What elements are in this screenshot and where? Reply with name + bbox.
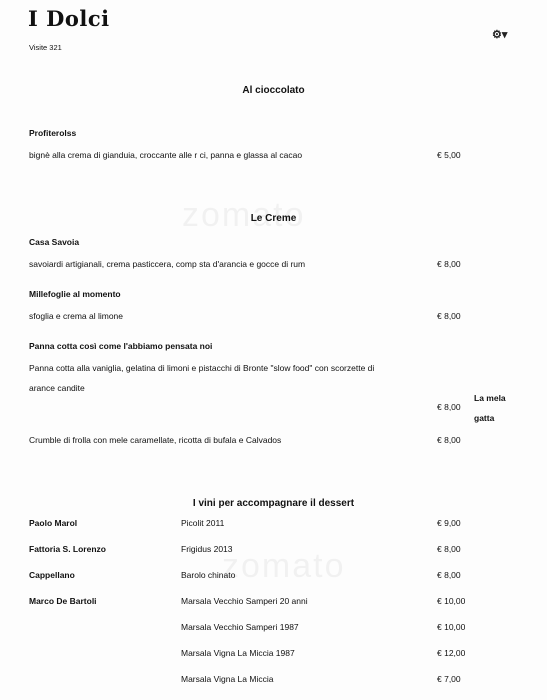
item-description: Panna cotta alla vaniglia, gelatina di limoni e pistacchi di Bronte "slow food" con scorzette di — [29, 363, 375, 373]
wine-price: € 8,00 — [437, 544, 461, 554]
item-price: € 8,00 — [437, 259, 461, 269]
item-price: € 8,00 — [437, 435, 461, 445]
item-description: savoiardi artigianali, crema pasticcera, comp sta d'arancia e gocce di rum — [29, 259, 306, 269]
section-heading-cioccolato: Al cioccolato — [242, 85, 305, 96]
item-price: € 8,00 — [437, 311, 461, 321]
wine-price: € 7,00 — [437, 674, 461, 684]
wine-price: € 12,00 — [437, 648, 466, 658]
item-description: Crumble di frolla con mele caramellate, ricotta di bufala e Calvados — [29, 435, 282, 445]
item-description: sfoglia e crema al limone — [29, 311, 124, 321]
gear-icon[interactable]: ⚙▾ — [492, 29, 508, 41]
wine-producer: Cappellano — [29, 570, 75, 580]
wine-name: Frigidus 2013 — [181, 544, 233, 554]
side-note: La mela — [474, 393, 506, 403]
item-name: Millefoglie al momento — [29, 289, 121, 299]
item-price: € 8,00 — [437, 402, 461, 412]
wine-producer: Paolo Marol — [29, 518, 78, 528]
wine-name: Marsala Vecchio Samperi 20 anni — [181, 596, 308, 606]
item-name: Casa Savoia — [29, 237, 80, 247]
item-name: Profiterolss — [29, 128, 77, 138]
wine-name: Barolo chinato — [181, 570, 236, 580]
watermark — [222, 547, 346, 586]
section-heading-creme: Le Creme — [250, 213, 297, 224]
section-heading-vini: I vini per accompagnare il dessert — [192, 498, 355, 509]
item-price: € 5,00 — [437, 150, 461, 160]
wine-name: Marsala Vigna La Miccia — [181, 674, 274, 684]
item-name: Panna cotta così come l'abbiamo pensata noi — [29, 341, 213, 351]
side-note: gatta — [474, 413, 495, 423]
page-title: I Dolci — [28, 6, 110, 31]
item-description: arance candite — [29, 383, 85, 393]
wine-name: Marsala Vecchio Samperi 1987 — [181, 622, 299, 632]
wine-price: € 10,00 — [437, 622, 466, 632]
wine-name: Picolit 2011 — [181, 518, 225, 528]
item-description: bignè alla crema di gianduia, croccante alle r ci, panna e glassa al cacao — [29, 150, 303, 160]
wine-price: € 10,00 — [437, 596, 466, 606]
wine-producer: Marco De Bartoli — [29, 596, 97, 606]
wine-producer: Fattoria S. Lorenzo — [29, 544, 106, 554]
visit-counter: Visite 321 — [29, 43, 62, 52]
wine-price: € 9,00 — [437, 518, 461, 528]
wine-name: Marsala Vigna La Miccia 1987 — [181, 648, 295, 658]
wine-price: € 8,00 — [437, 570, 461, 580]
